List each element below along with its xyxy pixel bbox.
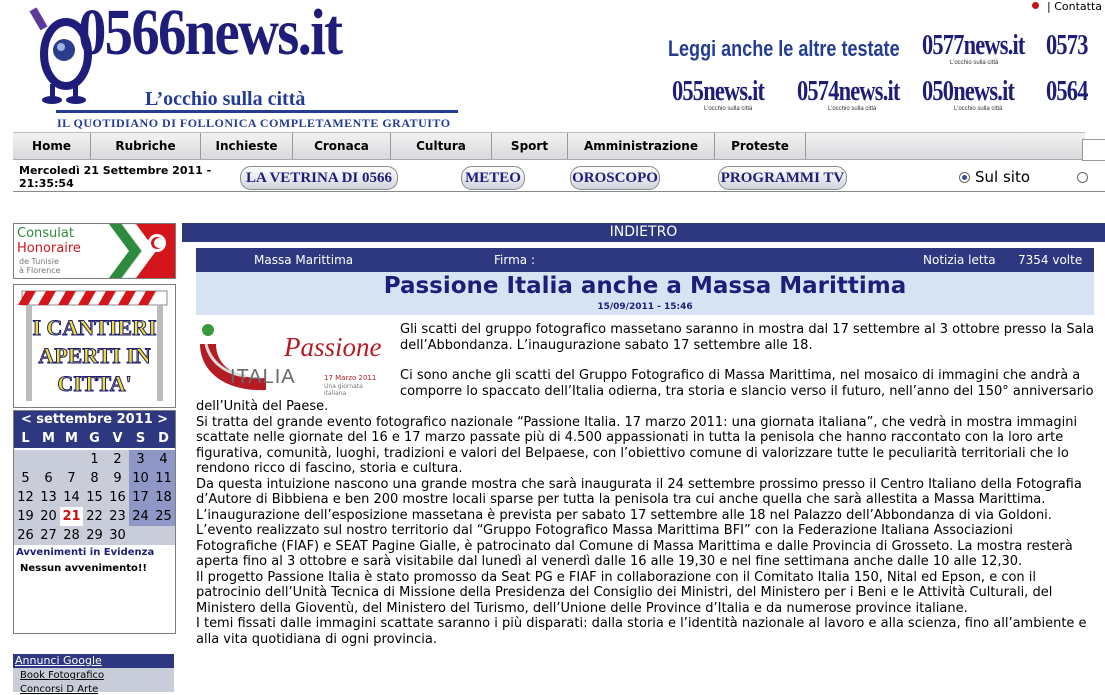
evidenza-empty: Nessun avvenimento!! — [20, 563, 147, 574]
calendar-empty-cell — [129, 526, 152, 545]
article-paragraph: Il progetto Passione Italia è stato promosso da Seat PG e FIAF in collaborazione con il Comitato Italia 150, Nital ed Epson, e con il patrocinio dell’Unità Tecnica di Missione della Presidenza del Consiglio dei Ministri, del Ministero per i Beni e le Attività Culturali, del Ministero della Gioventù, del Ministero del Turismo, dell’Unione delle Province d’Italia e da numerose province italiane. — [196, 569, 1053, 616]
testata-link[interactable]: 0564 — [1046, 76, 1088, 107]
article-paragraph: Da questa intuizione nascono una grande mostra che sarà inaugurata il 24 settembre prossimo presso il Centro Italiano della Fotografia d’Autore di Bibbiena e ben 200 mostre locali sparse per tutta la penisola tra cui anche quella che sarà allestita a Massa Marittima. L’inaugurazione dell’esposizione massetana è prevista per sabato 17 settembre alle 18 nel Palazzo dell’Abbondanza di via Goldoni. — [196, 476, 1082, 523]
calendar-day[interactable]: 20 — [37, 507, 60, 526]
image-italiana: italiana — [324, 390, 347, 397]
nav-sport[interactable]: Sport — [492, 133, 568, 159]
evidenza-title: Avvenimenti in Evidenza — [16, 547, 155, 558]
calendar-day[interactable]: 4 — [152, 450, 175, 469]
calendar-month: settembre 2011 — [36, 412, 153, 427]
image-italia: ITALIA — [230, 366, 296, 388]
contact-link[interactable]: | Contatta — [1047, 0, 1103, 13]
search-input[interactable] — [1082, 139, 1105, 161]
calendar-day[interactable]: 15 — [83, 488, 106, 507]
logo-rule — [56, 110, 458, 113]
calendar-day[interactable]: 5 — [14, 469, 37, 488]
calendar-empty-cell — [37, 450, 60, 469]
calendar-weekday: V — [106, 429, 129, 448]
back-button[interactable]: INDIETRO — [182, 223, 1105, 242]
calendar-weekday: L — [14, 429, 37, 448]
consulat-line1: Consulat — [17, 226, 74, 241]
calendar-day[interactable]: 24 — [129, 507, 152, 526]
calendar-empty-cell — [60, 450, 83, 469]
article-paragraph: Gli scatti del gruppo fotografico massetano saranno in mostra dal 17 settembre al 3 ottobre presso la Sala dell’Abbondanza. L’inaugurazione sabato 17 settembre alle 18. — [400, 322, 1095, 353]
testata-tagline: L’occhio sulla città — [950, 60, 999, 66]
testata-tagline: L’occhio sulla città — [828, 106, 877, 112]
other-papers-heading: Leggi anche le altre testate — [668, 36, 900, 61]
calendar-day[interactable]: 2 — [106, 450, 129, 469]
nav-amministrazione[interactable]: Amministrazione — [568, 133, 715, 159]
date-line: Mercoledì 21 Settembre 2011 - — [19, 164, 212, 177]
current-date — [19, 164, 211, 190]
article-paragraph: I temi fissati dalle immagini scattate saranno i più disparati: dalla storia e l’identità nazionale al lavoro e alla scienza, fino all’ambiente e alla vita quotidiana di ogni provincia. — [196, 616, 1087, 647]
cantieri-banner[interactable] — [13, 284, 176, 408]
article-title: Passione Italia anche a Massa Marittima — [383, 273, 907, 299]
article-paragraph: Si tratta del grande evento fotografico nazionale “Passione Italia. 17 marzo 2011: una giornata italiana”, che vedrà in mostra immagini scattate nelle giornate del 16 e 17 marzo passate più di 4.500 appassionati in tutta la penisola che hanno raccontato con la loro arte figurativa, comunità, luoghi, tradizioni e valori del Belpaese, con l’obiettivo comune di valorizzare tutte le peculiarità territoriali che lo rendono ricco di fascino, storia e cultura. — [196, 414, 1078, 476]
calendar-weekday: M — [37, 429, 60, 448]
calendar-day[interactable]: 21 — [60, 507, 83, 526]
consulat-line2: Honoraire — [17, 241, 81, 256]
time-line: 21:35:54 — [19, 177, 74, 190]
main-nav — [13, 132, 1085, 160]
calendar-day[interactable]: 26 — [14, 526, 37, 545]
calendar-day[interactable]: 1 — [83, 450, 106, 469]
testata-tagline: L’occhio sulla città — [704, 106, 753, 112]
cantieri-line3: CITTA' — [57, 371, 132, 396]
programmi-tv-button[interactable]: PROGRAMMI TV — [718, 166, 847, 190]
nav-proteste[interactable]: Proteste — [715, 133, 806, 159]
calendar-day[interactable]: 10 — [129, 469, 152, 488]
ad-link[interactable]: Book Fotografico — [20, 670, 105, 681]
consulat-line3: de Tunisie — [19, 257, 59, 266]
annunci-box — [13, 668, 174, 695]
consulat-line4: à Florence — [19, 266, 61, 275]
logo-text: 0566news.it — [78, 0, 342, 69]
read-count: 7354 volte — [1018, 253, 1083, 267]
search-site-label: Sul sito — [975, 168, 1031, 186]
calendar-day[interactable]: 12 — [14, 488, 37, 507]
calendar-prev-button[interactable]: < — [21, 412, 32, 427]
testata-tagline: L’occhio sulla città — [954, 106, 1003, 112]
nav-inchieste[interactable]: Inchieste — [201, 133, 293, 159]
article-paragraph: L’evento realizzato sul nostro territorio dal “Gruppo Fotografico Massa Marittima BFI” con la Federazione Italiana Associazioni Fotografiche (FIAF) e SEAT Pagine Gialle, è patrocinato dal Comune di Massa Marittima e dalle Provincia di Grosseto. La mostra resterà aperta fino al 3 ottobre e sarà visitabile dal lunedì al venerdì dalle 16 alle 19,30 e nel fine settimana anche dalle 10 alle 12,30. — [196, 523, 1073, 569]
firma-label: Firma : — [494, 253, 535, 267]
calendar-next-button[interactable]: > — [157, 412, 168, 427]
article-location: Massa Marittima — [254, 253, 354, 267]
nav-cultura[interactable]: Cultura — [391, 133, 492, 159]
article-title-box — [196, 272, 1094, 315]
ad-link[interactable]: Concorsi D Arte — [20, 684, 99, 695]
nav-cronaca[interactable]: Cronaca — [293, 133, 391, 159]
search-site-radio[interactable] — [959, 172, 970, 183]
testata-link[interactable]: 055news.it — [672, 76, 765, 107]
calendar-weekday: S — [129, 429, 152, 448]
annunci-google-link[interactable] — [13, 654, 174, 668]
calendar-day[interactable]: 16 — [106, 488, 129, 507]
calendar-day[interactable]: 28 — [60, 526, 83, 545]
calendar-day[interactable]: 18 — [152, 488, 175, 507]
article-meta-bar — [196, 248, 1094, 272]
logo-subtitle: L’occhio sulla città — [145, 88, 306, 110]
subbar-divider — [13, 191, 1105, 192]
cantieri-line2: APERTI IN — [38, 343, 151, 368]
article-body — [196, 322, 1096, 647]
calendar-day[interactable]: 30 — [106, 526, 129, 545]
vetrina-button[interactable]: LA VETRINA DI 0566 — [240, 166, 398, 190]
calendar-empty-cell — [14, 450, 37, 469]
testata-link[interactable]: 0573 — [1046, 30, 1088, 61]
article-date: 15/09/2011 - 15:46 — [597, 302, 693, 312]
calendar-day[interactable]: 29 — [83, 526, 106, 545]
calendar-day[interactable]: 11 — [152, 469, 175, 488]
annunci-title: Annunci Google — [15, 654, 102, 667]
consulat-banner[interactable] — [13, 223, 176, 279]
article-paragraph: Ci sono anche gli scatti del Gruppo Fotografico di Massa Marittima, nel mosaico di immagini che andrà a comporre lo spaccato dell’Italia odierna, tra storia e slancio verso il futuro, nell’anno del 150° anniversario dell’Unità del Paese. — [196, 368, 1094, 414]
cantieri-line1: I CANTIERI — [32, 315, 157, 340]
calendar-day[interactable]: 25 — [152, 507, 175, 526]
passione-italia-image — [196, 322, 394, 397]
calendar-day[interactable]: 7 — [60, 469, 83, 488]
calendar-day[interactable]: 17 — [129, 488, 152, 507]
nav-rubriche[interactable]: Rubriche — [91, 133, 201, 159]
calendar-day[interactable]: 8 — [83, 469, 106, 488]
calendar-day[interactable]: 19 — [14, 507, 37, 526]
calendar-weekday: G — [83, 429, 106, 448]
calendar-day[interactable]: 13 — [37, 488, 60, 507]
logo-tagline: IL QUOTIDIANO DI FOLLONICA COMPLETAMENTE GRATUITO — [57, 116, 451, 130]
search-web-radio[interactable] — [1077, 172, 1088, 183]
testata-link[interactable]: 0574news.it — [797, 76, 900, 107]
calendar-day[interactable]: 14 — [60, 488, 83, 507]
calendar-weekday: M — [60, 429, 83, 448]
testata-link[interactable]: 0577news.it — [922, 30, 1025, 61]
image-date: 17 Marzo 2011 — [324, 374, 377, 382]
testata-link[interactable]: 050news.it — [922, 76, 1015, 107]
calendar-weekday: D — [152, 429, 175, 448]
calendar-day[interactable]: 9 — [106, 469, 129, 488]
calendar-empty-cell — [152, 526, 175, 545]
calendar-day[interactable]: 27 — [37, 526, 60, 545]
oroscopo-button[interactable]: OROSCOPO — [570, 166, 660, 190]
calendar-header — [14, 411, 175, 429]
notizia-letta-label: Notizia letta — [923, 253, 996, 267]
calendar-day[interactable]: 6 — [37, 469, 60, 488]
bullet-icon — [1032, 2, 1039, 9]
calendar — [13, 410, 176, 634]
calendar-day[interactable]: 23 — [106, 507, 129, 526]
image-giornata: Una giornata — [324, 383, 363, 390]
nav-home[interactable]: Home — [13, 133, 91, 159]
meteo-button[interactable]: METEO — [461, 166, 525, 190]
image-passione: Passione — [284, 332, 382, 362]
calendar-day[interactable]: 3 — [129, 450, 152, 469]
calendar-day[interactable]: 22 — [83, 507, 106, 526]
